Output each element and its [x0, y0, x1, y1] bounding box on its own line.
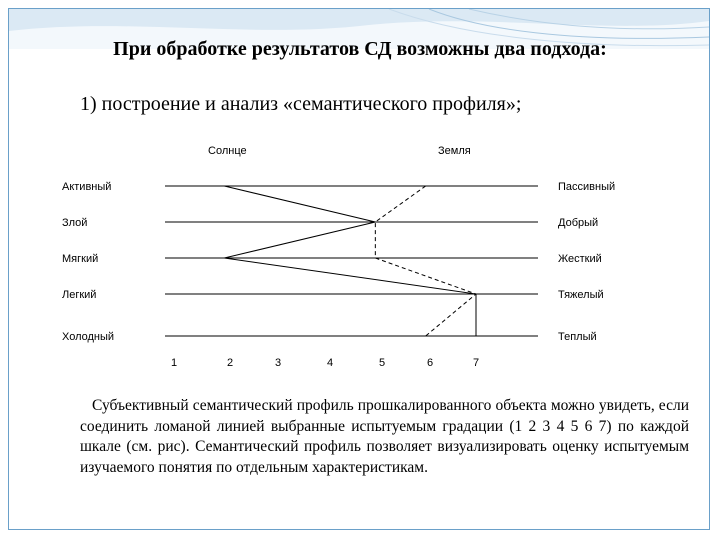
scale-right-label: Теплый: [558, 331, 597, 343]
scale-left-label: Холодный: [62, 331, 115, 343]
tick-label: 6: [426, 357, 434, 369]
legend-solid-label: Солнце: [208, 145, 247, 157]
scale-right-label: Жесткий: [558, 253, 602, 265]
slide-subtitle: 1) построение и анализ «семантического профиля»;: [80, 93, 522, 115]
legend-dashed-label: Земля: [438, 145, 471, 157]
description-paragraph: Субъективный семантический профиль прошкалированного объекта можно увидеть, если соединить ломаной линией выбранные испытуемым градации (1 2 3 4 5 6 7) по каждой шкале (см. рис). Семантический профиль позволяет визуализировать оценку испытуемым изучаемого понятия по отдельным характеристикам.: [80, 397, 689, 476]
tick-label: 4: [326, 357, 334, 369]
tick-label: 7: [472, 357, 480, 369]
scale-left-label: Мягкий: [62, 253, 99, 265]
scale-right-label: Тяжелый: [558, 289, 604, 301]
scale-left-label: Злой: [62, 217, 88, 229]
scale-right-label: Пассивный: [558, 181, 616, 193]
scale-left-label: Активный: [62, 181, 112, 193]
tick-label: 5: [378, 357, 386, 369]
scale-left-label: Легкий: [62, 289, 97, 301]
tick-label: 2: [226, 357, 234, 369]
semantic-profile-diagram: [56, 138, 660, 378]
slide-title: При обработке результатов СД возможны два подхода:: [113, 38, 607, 60]
scale-right-label: Добрый: [558, 217, 599, 229]
tick-label: 3: [274, 357, 282, 369]
tick-label: 1: [170, 357, 178, 369]
